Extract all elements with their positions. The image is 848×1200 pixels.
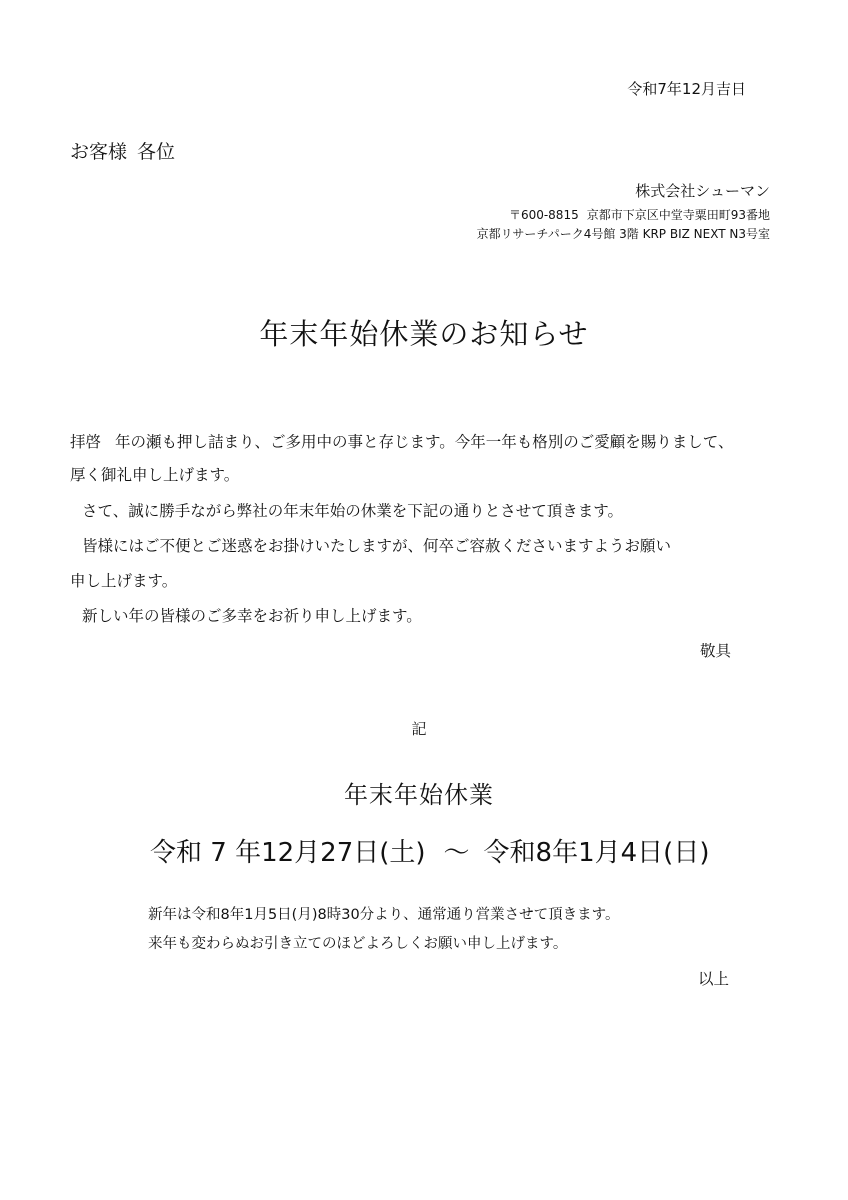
body-line-1 <box>70 430 733 452</box>
page-title: 年末年始休業のお知らせ <box>259 317 589 351</box>
notice-note-2: 来年も変わらぬお引き立てのほどよろしくお願い申し上げます。 <box>148 936 568 952</box>
period-end: 令和8年1月4日(日) <box>483 838 710 868</box>
address-street: 京都市下京区中堂寺粟田町93番地 <box>586 208 770 222</box>
recipient-suffix: 各位 <box>137 141 176 163</box>
recipient <box>70 137 175 164</box>
body-line-5: 申し上げます。 <box>70 572 178 590</box>
holiday-period <box>150 832 709 869</box>
body-line-1-text: 年の瀬も押し詰まり、ご多用中の事と存じます。今年一年も格別のご愛顧を賜りまして、 <box>115 433 734 451</box>
body-line-2: 厚く御礼申し上げます。 <box>70 466 240 484</box>
holiday-heading: 年末年始休業 <box>344 781 494 809</box>
company-address-line1 <box>509 206 770 223</box>
ki-marker: 記 <box>411 720 427 738</box>
period-start: 令和 7 年12月27日(土) <box>150 838 426 868</box>
company-name: 株式会社シューマン <box>635 182 770 200</box>
recipient-name: お客様 <box>70 141 128 163</box>
greeting: 拝啓 <box>70 433 102 451</box>
document-date: 令和7年12月吉日 <box>627 80 746 98</box>
body-line-4: 皆様にはご不便とご迷惑をお掛けいたしますが、何卒ご容赦くださいますようお願い <box>82 537 672 555</box>
body-line-3: さて、誠に勝手ながら弊社の年末年始の休業を下記の通りとさせて頂きます。 <box>82 502 623 520</box>
company-address-line2: 京都リサーチパーク4号館 3階 KRP BIZ NEXT N3号室 <box>476 227 770 241</box>
body-line-6: 新しい年の皆様のご多幸をお祈り申し上げます。 <box>82 607 422 625</box>
period-separator: ～ <box>443 838 470 868</box>
closing-ijou: 以上 <box>697 970 729 988</box>
notice-note-1: 新年は令和8年1月5日(月)8時30分より、通常通り営業させて頂きます。 <box>148 907 620 923</box>
closing-keigu: 敬具 <box>699 642 731 660</box>
postal-code: 〒600-8815 <box>508 208 579 222</box>
